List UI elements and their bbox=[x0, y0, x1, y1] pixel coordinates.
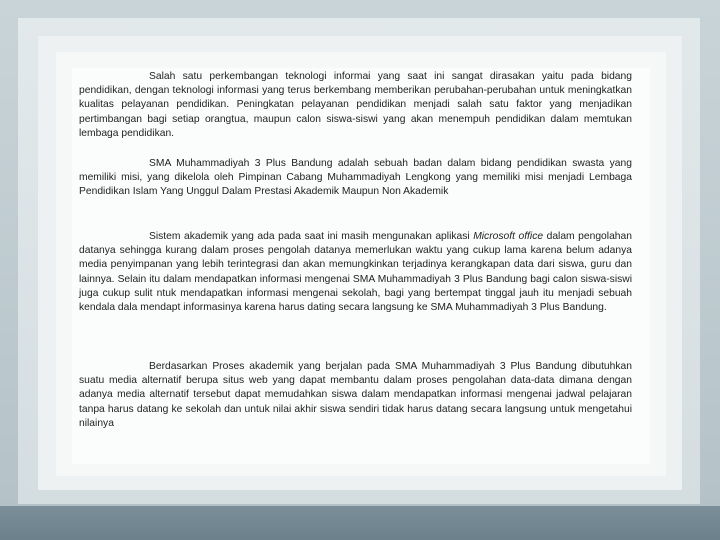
paragraph-4 bbox=[79, 360, 632, 431]
paragraph-4-text: Berdasarkan Proses akademik yang berjalan pada SMA Muhammadiyah 3 Plus Bandung dibutuhkan suatu media alternatif berupa situs web yang dapat membantu dalam proses pengolahan data-data dimana dengan adanya media alternatif tersebut dapat memudahkan siswa dalam mendapatkan informasi mengenai jadwal pelajaran tanpa harus datang ke sekolah dan untuk nilai akhir siswa sendiri tidak harus datang secara langsung untuk mengetahui nilainya bbox=[79, 361, 632, 429]
paragraph-3-software-name: Microsoft office bbox=[473, 231, 544, 242]
paragraph-2-text: SMA Muhammadiyah 3 Plus Bandung adalah sebuah badan dalam bidang pendidikan swasta yang memiliki misi, yang dikelola oleh Pimpinan Cabang Muhammadiyah Lengkong yang memiliki misi menjadi Lembaga Pendidikan Islam Yang Unggul Dalam Prestasi Akademik Maupun Non Akademik bbox=[79, 158, 632, 198]
paragraph-2 bbox=[79, 157, 632, 200]
paragraph-1-text: Salah satu perkembangan teknologi informai yang saat ini sangat dirasakan yaitu pada bidang pendidikan, dengan teknologi informasi yang terus berkembang memberikan perubahan-perubahan untuk meningkatkan kualitas pelayanan pendidikan. Peningkatan pelayanan pendidikan menjadi salah satu faktor yang menjadikan pertimbangan bagi setiap orangtua, maupun calon siswa-siswi yang akan menempuh pendidikan dalam memtukan lembaga pendidikan. bbox=[79, 71, 632, 139]
paragraph-3 bbox=[79, 230, 632, 315]
paragraph-1 bbox=[79, 70, 632, 141]
paragraph-3-text-before: Sistem akademik yang ada pada saat ini masih mengunakan aplikasi bbox=[149, 231, 474, 242]
bottom-band bbox=[0, 506, 720, 540]
paragraph-3-text-after: dalam pengolahan datanya sehingga kurang dalam proses pengolah datanya memerlukan waktu yang cukup lama karena belum adanya media penyimpanan yang lebih terintegrasi dan akan memungkinkan terjadinya kerangkapan data dari siswa, guru dan lainnya. Selain itu dalam mendapatkan informasi mengenai SMA Muhammadiyah 3 Plus Bandung bagi calon siswa-siswi juga cukup sulit ntuk mendapatkan informasi mengenai sekolah, bagi yang bertempat tinggal jauh itu menjadi sebuah kendala dala mendapt informasinya karena harus dating secara langsung ke SMA Muhammadiyah 3 Plus Bandung. bbox=[79, 231, 632, 314]
